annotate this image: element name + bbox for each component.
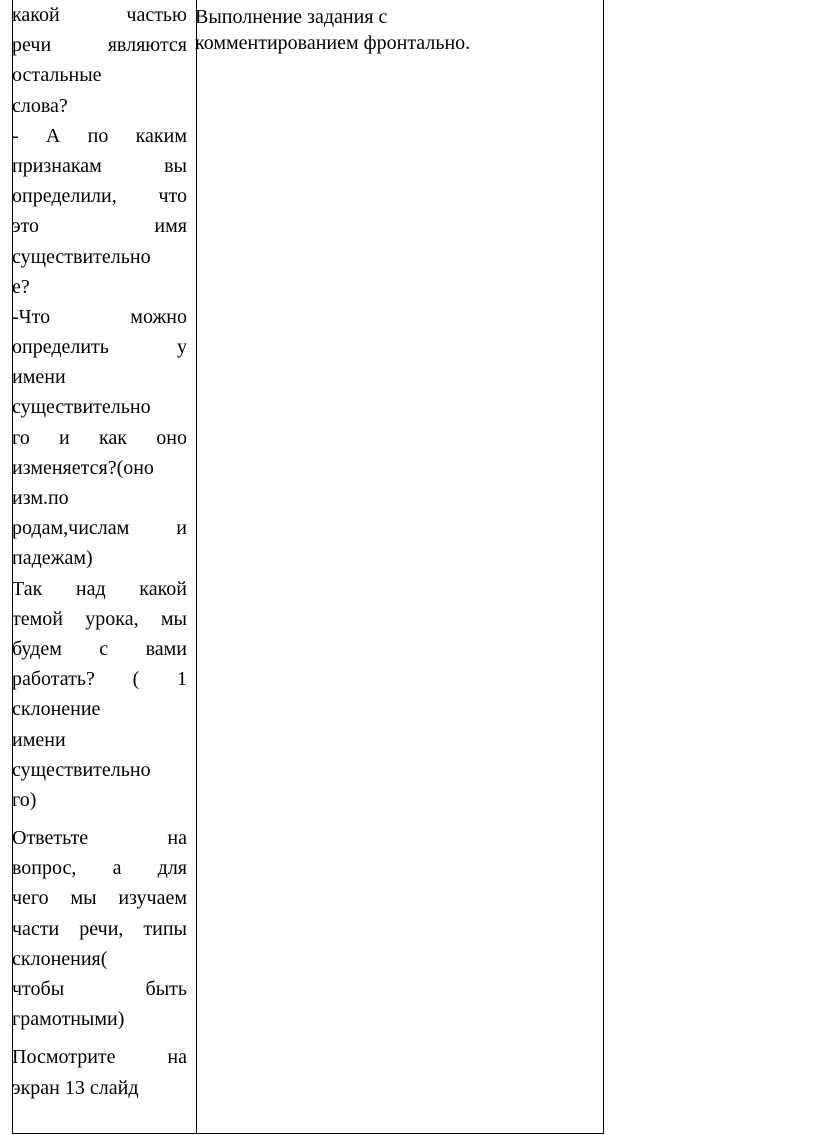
teacher-paragraph-line: какой частью (12, 4, 187, 26)
teacher-paragraph-line: слова? (12, 94, 68, 117)
teacher-paragraph-line: существительно (12, 396, 151, 419)
teacher-paragraph-6 (12, 1042, 187, 1102)
teacher-paragraph-line: склонение (12, 698, 101, 721)
teacher-paragraph-line: работать? ( 1 (12, 668, 187, 691)
teacher-paragraph-line: Ответьте на (12, 827, 187, 850)
paragraph-gap (12, 1034, 187, 1042)
teacher-paragraph-line: родам,числам и (12, 517, 187, 540)
teacher-paragraph-line: определили, что (12, 185, 187, 208)
teacher-paragraph-2 (12, 121, 187, 302)
teacher-paragraph-line: определить у (12, 336, 187, 359)
teacher-paragraph-line: грамотными) (12, 1008, 125, 1031)
teacher-paragraph-line: темой урока, мы (12, 607, 187, 630)
teacher-paragraph-line: -Что можно (12, 305, 187, 328)
teacher-paragraph-line: существительно (12, 758, 151, 781)
teacher-paragraph-line: Так над какой (12, 577, 187, 600)
student-activity-line-2: комментированием фронтально. (195, 32, 471, 54)
teacher-paragraph-line: Посмотрите на (12, 1046, 187, 1069)
teacher-paragraph-line: остальные (12, 64, 102, 87)
teacher-paragraph-line: склонения( (12, 947, 108, 970)
teacher-paragraph-line: это имя (12, 215, 187, 238)
teacher-paragraph-1 (12, 0, 187, 121)
teacher-paragraph-4 (12, 574, 187, 816)
paragraph-gap (12, 815, 187, 823)
student-activity-cell (195, 4, 575, 56)
student-activity-line-1: Выполнение задания с (195, 6, 388, 28)
teacher-paragraph-line: части речи, типы (12, 917, 187, 940)
teacher-paragraph-line: будем с вами (12, 637, 187, 660)
teacher-paragraph-line: экран 13 слайд (12, 1076, 139, 1099)
teacher-paragraph-3 (12, 302, 187, 574)
teacher-paragraph-line: существительно (12, 245, 151, 268)
teacher-activity-cell (12, 0, 187, 1103)
teacher-paragraph-line: е? (12, 275, 30, 298)
teacher-paragraph-line: - А по каким (12, 124, 187, 147)
teacher-paragraph-line: имени (12, 728, 66, 751)
student-activity-text (195, 4, 575, 56)
teacher-paragraph-line: признакам вы (12, 154, 187, 177)
teacher-paragraph-line: го и как оно (12, 426, 187, 449)
column-divider (196, 0, 197, 1133)
teacher-paragraph-line: речи являются (12, 34, 187, 57)
teacher-paragraph-line: чего мы изучаем (12, 887, 187, 910)
teacher-paragraph-line: го) (12, 788, 37, 811)
teacher-paragraph-line: имени (12, 366, 66, 389)
teacher-paragraph-line: падежам) (12, 547, 93, 570)
teacher-paragraph-line: чтобы быть (12, 978, 187, 1000)
teacher-paragraph-line: изменяется?(оно (12, 456, 154, 479)
teacher-paragraph-5 (12, 823, 187, 1034)
teacher-paragraph-line: вопрос, а для (12, 857, 187, 880)
teacher-paragraph-line: изм.по (12, 487, 69, 509)
